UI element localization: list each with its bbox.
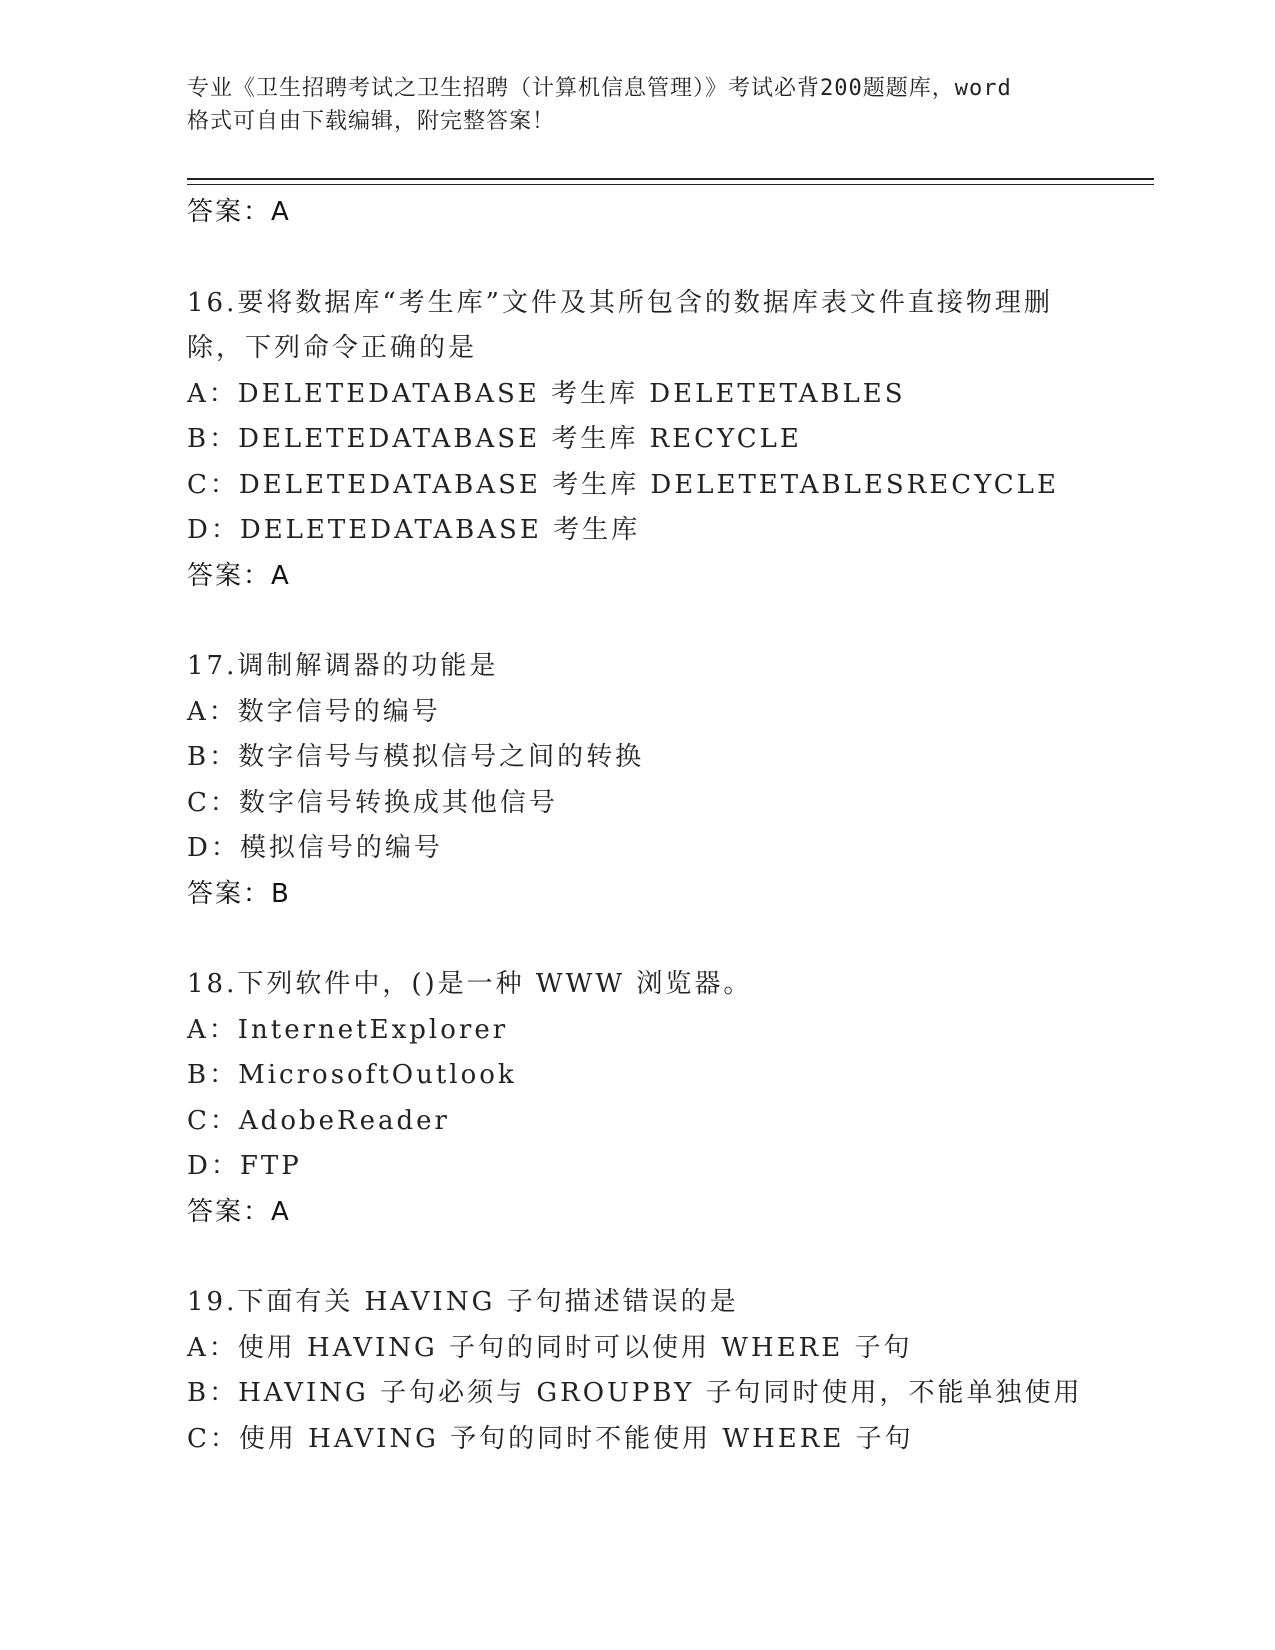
question-17 (187, 644, 1147, 917)
option-d: D：DELETEDATABASE 考生库 (187, 515, 641, 545)
option-c: C：数字信号转换成其他信号 (187, 787, 558, 818)
question-16 (187, 281, 1147, 600)
question-stem: 16.要将数据库“考生库”文件及其所包含的数据库表文件直接物理删 (187, 287, 1053, 318)
question-stem-continued: 除，下列命令正确的是 (187, 333, 478, 363)
header-divider (187, 178, 1154, 185)
option-d: D：FTP (187, 1151, 302, 1181)
option-c: C：AdobeReader (187, 1105, 450, 1136)
header-line-1: 专业《卫生招聘考试之卫生招聘（计算机信息管理）》考试必背200题题库，word (187, 76, 1012, 101)
header-line-2: 格式可自由下载编辑，附完整答案！ (187, 109, 556, 134)
option-a: A：数字信号的编号 (187, 696, 441, 727)
option-a: A：DELETEDATABASE 考生库 DELETETABLES (187, 378, 906, 409)
previous-answer: 答案：A (187, 197, 291, 227)
option-c: C：DELETEDATABASE 考生库 DELETETABLESRECYCLE (187, 469, 1059, 500)
option-b: B：HAVING 子句必须与 GROUPBY 子句同时使用，不能单独使用 (187, 1378, 1083, 1408)
question-stem: 19.下面有关 HAVING 子句描述错误的是 (187, 1287, 739, 1317)
option-a: A：InternetExplorer (187, 1014, 509, 1045)
question-stem: 18.下列软件中，()是一种 WWW 浏览器。 (187, 969, 753, 999)
option-d: D：模拟信号的编号 (187, 833, 443, 863)
question-list (187, 190, 1147, 1462)
option-b: B：MicrosoftOutlook (187, 1060, 517, 1090)
answer: 答案：A (187, 560, 291, 591)
question-18 (187, 962, 1147, 1235)
option-c: C：使用 HAVING 予句的同时不能使用 WHERE 子句 (187, 1423, 914, 1454)
answer: 答案：A (187, 1196, 291, 1227)
option-b: B：数字信号与模拟信号之间的转换 (187, 742, 645, 772)
option-b: B：DELETEDATABASE 考生库 RECYCLE (187, 424, 802, 454)
answer: 答案：B (187, 878, 291, 909)
question-19 (187, 1280, 1147, 1462)
option-a: A：使用 HAVING 子句的同时可以使用 WHERE 子句 (187, 1332, 913, 1363)
document-header (187, 72, 1087, 138)
question-stem: 17.调制解调器的功能是 (187, 651, 499, 681)
